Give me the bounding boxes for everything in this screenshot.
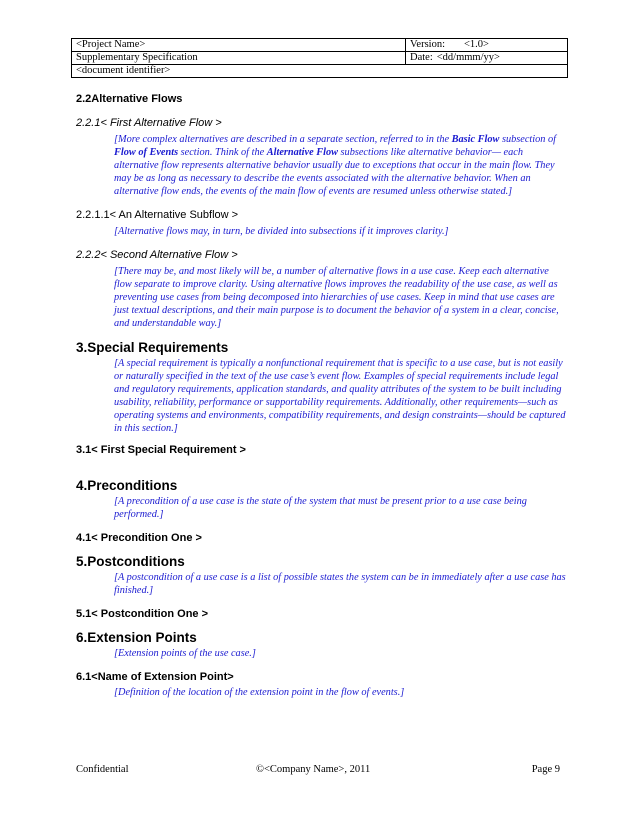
heading-2-2-1: 2.2.1< First Alternative Flow >: [76, 117, 222, 129]
heading-3-1: 3.1< First Special Requirement >: [76, 444, 246, 456]
note-bold-text: Basic Flow: [451, 134, 500, 145]
version-label: Version:: [410, 39, 445, 50]
project-name-cell: <Project Name>: [72, 39, 406, 52]
footer-confidential: Confidential: [76, 764, 129, 775]
note-2-2-1-1: [Alternative flows may, in turn, be divided into subsections if it improves clarity.]: [114, 226, 449, 237]
note-text: subsections like alternative behavior— each alternative flow represents alternative behavior usually due to exceptions that occur in the main flow. They may be as long as necessary to describe the events associated with the alternative behavior. When an alternative flow ends, the events of the main flow of events are resumed unless otherwise stated.]: [114, 147, 555, 197]
heading-5: 5.Postconditions: [76, 554, 185, 569]
footer-copyright: ©<Company Name>, 2011: [256, 764, 371, 775]
version-value: <1.0>: [464, 39, 489, 50]
date-value: <dd/mmm/yy>: [436, 52, 500, 63]
heading-4: 4.Preconditions: [76, 478, 178, 493]
note-bold-text: Flow of Events: [114, 147, 179, 158]
note-text: subsection of: [499, 134, 557, 145]
note-2-2-1: [114, 133, 566, 198]
date-cell: [406, 52, 568, 65]
note-bold-text: Alternative Flow: [266, 147, 338, 158]
heading-6-1: 6.1<Name of Extension Point>: [76, 671, 234, 683]
heading-4-1: 4.1< Precondition One >: [76, 532, 202, 544]
note-6-1: [Definition of the location of the extension point in the flow of events.]: [114, 687, 405, 698]
heading-2-2-2: 2.2.2< Second Alternative Flow >: [76, 249, 238, 261]
heading-6: 6.Extension Points: [76, 630, 197, 645]
note-5: [A postcondition of a use case is a list of possible states the system can be in immediately after a use case has finished.]: [114, 572, 566, 596]
note-3: [A special requirement is typically a nonfunctional requirement that is specific to a use case, but is not easily or naturally specified in the text of the use case’s event flow. Examples of special requirements include legal and regulatory requirements, application standards, and quality attributes of the system to be built including usability, reliability, performance or supportability requirements. Additionally, other requirements—such as operating systems and environments, compatibility requirements, and design constraints—should be captured in this section.]: [114, 358, 566, 434]
version-cell: [406, 39, 568, 52]
note-6: [Extension points of the use case.]: [114, 648, 256, 659]
heading-2-2-1-1: 2.2.1.1< An Alternative Subflow >: [76, 209, 239, 221]
note-text: [More complex alternatives are described in a separate section, referred to in the: [114, 134, 452, 145]
doc-identifier-cell: <document identifier>: [72, 65, 568, 78]
heading-2-2: 2.2Alternative Flows: [76, 93, 183, 105]
document-body: [76, 92, 566, 699]
footer-page-number: Page 9: [531, 764, 560, 775]
note-4: [A precondition of a use case is the state of the system that must be present prior to a use case being performed.]: [114, 496, 527, 520]
date-label: Date:: [410, 52, 433, 63]
heading-3: 3.Special Requirements: [76, 340, 229, 355]
doc-type-cell: Supplementary Specification: [72, 52, 406, 65]
heading-5-1: 5.1< Postcondition One >: [76, 608, 209, 620]
note-text: section. Think of the: [178, 147, 267, 158]
document-header-table: [71, 38, 568, 78]
note-2-2-2: [There may be, and most likely will be, a number of alternative flows in a use case. Keep each alternative flow separate to improve clarity. Using alternative flows improves the readability of the use case, as well as preventing use cases from being decomposed into hierarchies of use cases. Keep in mind that use cases are just textual descriptions, and their main purpose is to document the behavior of a system in a clear, concise, and understandable way.]: [114, 266, 559, 329]
